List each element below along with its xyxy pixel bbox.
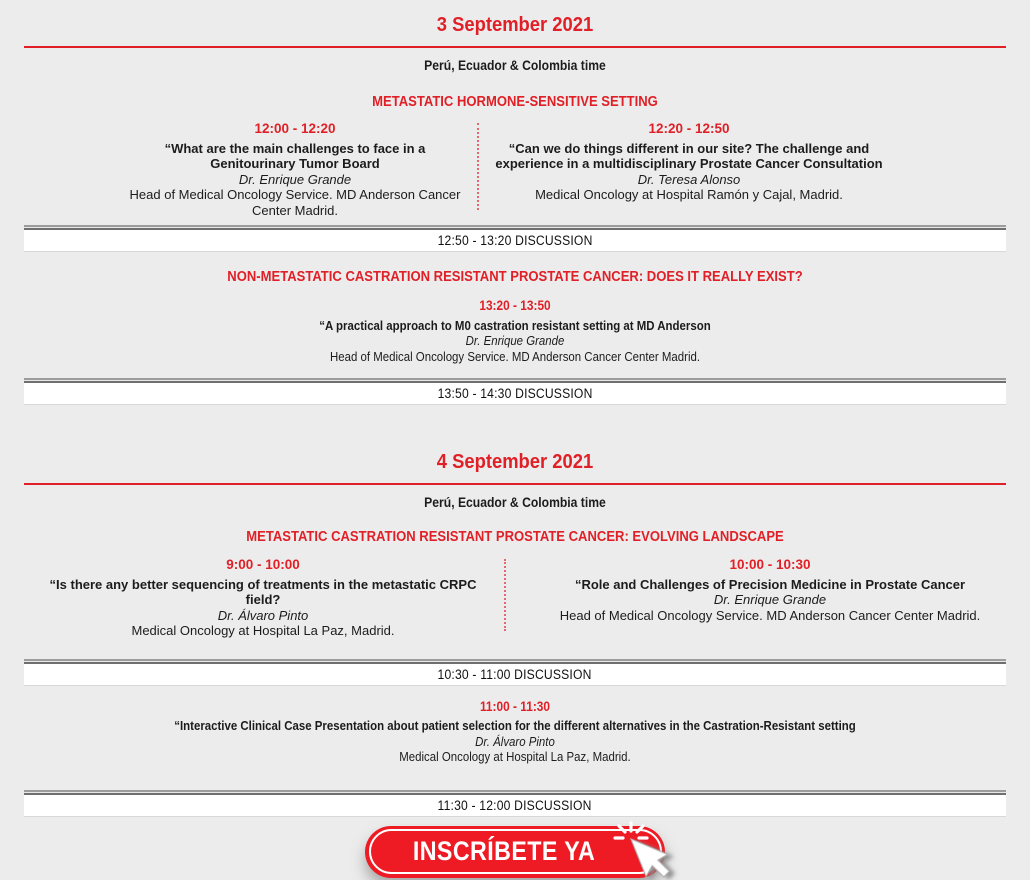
talk xyxy=(123,121,467,218)
discussion-bar xyxy=(24,659,1006,686)
click-cursor-icon xyxy=(615,820,675,880)
talk xyxy=(516,557,1024,639)
talks-row xyxy=(0,557,1030,639)
speaker-name: Dr. Enrique Grande xyxy=(713,592,827,607)
talk-time: 10:00 - 10:30 xyxy=(729,557,811,572)
section-heading: METASTATIC HORMONE-SENSITIVE SETTING xyxy=(372,94,658,110)
speaker-name: Dr. Álvaro Pinto xyxy=(475,733,555,749)
red-rule xyxy=(24,46,1006,48)
register-button[interactable] xyxy=(365,826,665,878)
red-rule xyxy=(24,483,1006,485)
talk xyxy=(32,557,494,639)
speaker-affiliation: Medical Oncology at Hospital La Paz, Madrid. xyxy=(131,623,395,638)
timezone-label: Perú, Ecuador & Colombia time xyxy=(424,58,606,73)
talk-time: 12:20 - 12:50 xyxy=(648,121,730,136)
talk xyxy=(489,121,889,218)
discussion-bar xyxy=(24,790,1006,817)
register-button-area xyxy=(0,826,1030,878)
discussion-label: 10:30 - 11:00 DISCUSSION xyxy=(437,666,593,682)
talk-time: 13:20 - 13:50 xyxy=(479,298,551,313)
talk-title: “Is there any better sequencing of treatments in the metastatic CRPC field? xyxy=(49,576,477,607)
talk-title: “A practical approach to M0 castration resistant setting at MD Anderson xyxy=(319,317,711,333)
discussion-bar xyxy=(24,378,1006,405)
talks-row xyxy=(0,121,1030,218)
discussion-label: 12:50 - 13:20 DISCUSSION xyxy=(437,233,593,248)
talk-title: “Role and Challenges of Precision Medicine in Prostate Cancer xyxy=(574,576,966,592)
speaker-name: Dr. Teresa Alonso xyxy=(637,171,741,187)
register-button-label: INSCRÍBETE YA xyxy=(412,836,596,866)
day-2-title: 4 September 2021 xyxy=(436,451,594,473)
discussion-bar xyxy=(24,225,1006,252)
speaker-name: Dr. Álvaro Pinto xyxy=(217,607,309,623)
talk-title: “Can we do things different in our site? The challenge and experience in a multidisciplinary Prostate Cancer Consultation xyxy=(495,140,883,171)
talk-title: “What are the main challenges to face in a Genitourinary Tumor Board xyxy=(164,140,426,171)
day-1-title: 3 September 2021 xyxy=(436,14,594,36)
dotted-divider xyxy=(477,123,479,210)
talk-time: 12:00 - 12:20 xyxy=(254,121,336,136)
speaker-affiliation: Head of Medical Oncology Service. MD Anderson Cancer Center Madrid. xyxy=(129,187,461,218)
speaker-affiliation: Head of Medical Oncology Service. MD Anderson Cancer Center Madrid. xyxy=(559,607,981,623)
section-heading: METASTATIC CASTRATION RESISTANT PROSTATE CANCER: EVOLVING LANDSCAPE xyxy=(246,529,784,545)
day-1 xyxy=(0,14,1030,405)
discussion-label: 11:30 - 12:00 DISCUSSION xyxy=(437,797,593,813)
talk-title: “Interactive Clinical Case Presentation about patient selection for the different alternatives in the Castration-Resistant setting xyxy=(174,718,856,733)
day-2 xyxy=(0,451,1030,817)
speaker-affiliation: Medical Oncology at Hospital La Paz, Madrid. xyxy=(399,749,631,764)
speaker-name: Dr. Enrique Grande xyxy=(238,171,352,187)
dotted-divider xyxy=(504,559,506,631)
section-heading: NON-METASTATIC CASTRATION RESISTANT PROSTATE CANCER: DOES IT REALLY EXIST? xyxy=(227,269,803,285)
talk-time: 9:00 - 10:00 xyxy=(226,557,300,572)
speaker-affiliation: Medical Oncology at Hospital Ramón y Cajal, Madrid. xyxy=(535,187,843,202)
speaker-name: Dr. Enrique Grande xyxy=(465,333,565,348)
timezone-label: Perú, Ecuador & Colombia time xyxy=(424,495,606,510)
speaker-affiliation: Head of Medical Oncology Service. MD Anderson Cancer Center Madrid. xyxy=(329,348,701,364)
discussion-label: 13:50 - 14:30 DISCUSSION xyxy=(437,386,593,401)
talk-time: 11:00 - 11:30 xyxy=(479,698,551,714)
talk xyxy=(62,298,968,364)
talk xyxy=(62,699,968,765)
